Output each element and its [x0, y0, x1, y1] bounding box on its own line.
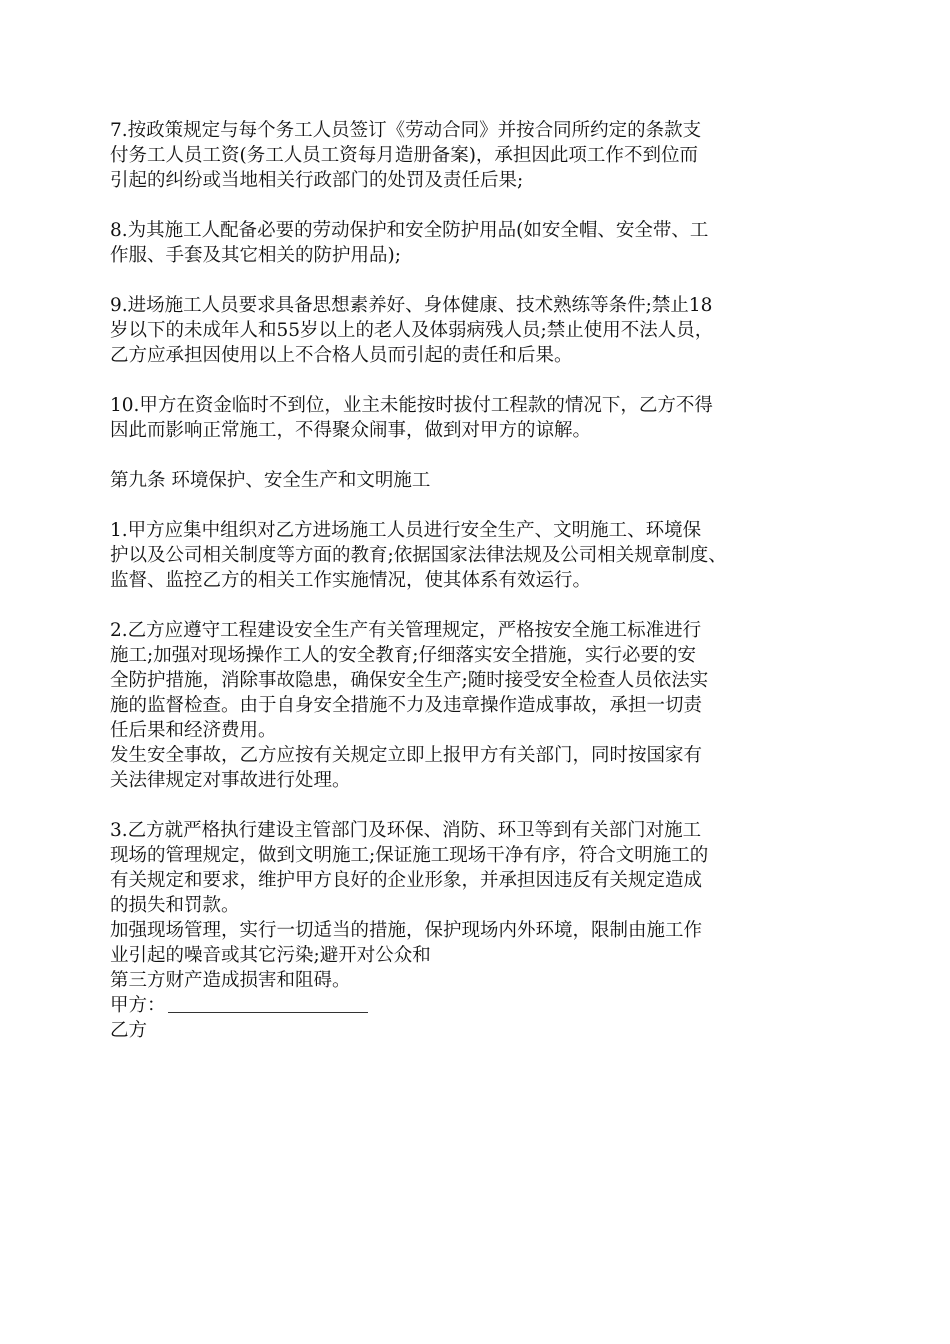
text-line: 施的监督检查。由于自身安全措施不力及违章操作造成事故，承担一切责: [110, 695, 703, 716]
text-line: 业引起的噪音或其它污染;避开对公众和: [110, 945, 431, 966]
clause-9: [110, 293, 842, 368]
text-line: 10.甲方在资金临时不到位，业主未能按时拔付工程款的情况下，乙方不得: [110, 395, 713, 416]
section-clause-3: [110, 818, 842, 993]
text-line: 护以及公司相关制度等方面的教育;依据国家法律法规及公司相关规章制度、: [110, 545, 727, 566]
section-clause-1: [110, 518, 842, 593]
party-a-signature: [110, 993, 842, 1018]
text-line: 9.进场施工人员要求具备思想素养好、身体健康、技术熟练等条件;禁止18: [110, 295, 713, 316]
text-line: 第三方财产造成损害和阻碍。: [110, 970, 351, 991]
text-line: 2.乙方应遵守工程建设安全生产有关管理规定，严格按安全施工标准进行: [110, 620, 702, 641]
clause-8: [110, 218, 842, 268]
text-line: 作服、手套及其它相关的防护用品);: [110, 245, 401, 266]
party-a-label: 甲方：: [110, 995, 166, 1016]
section-heading: 第九条 环境保护、安全生产和文明施工: [110, 470, 431, 491]
text-line: 因此而影响正常施工，不得聚众闹事，做到对甲方的谅解。: [110, 420, 592, 441]
text-line: 乙方应承担因使用以上不合格人员而引起的责任和后果。: [110, 345, 573, 366]
text-line: 施工;加强对现场操作工人的安全教育;仔细落实安全措施，实行必要的安: [110, 645, 696, 666]
text-line: 3.乙方就严格执行建设主管部门及环保、消防、环卫等到有关部门对施工: [110, 820, 702, 841]
text-line: 加强现场管理，实行一切适当的措施，保护现场内外环境，限制由施工作: [110, 920, 703, 941]
text-line: 关法律规定对事故进行处理。: [110, 770, 351, 791]
party-b-signature: [110, 1018, 842, 1043]
party-a-signature-line: [168, 996, 368, 1013]
text-line: 7.按政策规定与每个务工人员签订《劳动合同》并按合同所约定的条款支: [110, 120, 702, 141]
text-line: 8.为其施工人配备必要的劳动保护和安全防护用品(如安全帽、安全带、工: [110, 220, 709, 241]
text-line: 有关规定和要求，维护甲方良好的企业形象，并承担因违反有关规定造成: [110, 870, 703, 891]
text-line: 现场的管理规定，做到文明施工;保证施工现场干净有序，符合文明施工的: [110, 845, 709, 866]
clause-10: [110, 393, 842, 443]
text-line: 全防护措施，消除事故隐患，确保安全生产;随时接受安全检查人员依法实: [110, 670, 709, 691]
section-clause-2: [110, 618, 842, 793]
text-line: 任后果和经济费用。: [110, 720, 277, 741]
contract-body: [110, 118, 842, 1043]
text-line: 付务工人员工资(务工人员工资每月造册备案)，承担因此项工作不到位而: [110, 145, 698, 166]
text-line: 发生安全事故，乙方应按有关规定立即上报甲方有关部门，同时按国家有: [110, 745, 703, 766]
text-line: 引起的纠纷或当地相关行政部门的处罚及责任后果;: [110, 170, 524, 191]
clause-7: [110, 118, 842, 193]
text-line: 监督、监控乙方的相关工作实施情况，使其体系有效运行。: [110, 570, 592, 591]
text-line: 的损失和罚款。: [110, 895, 240, 916]
text-line: 岁以下的未成年人和55岁以上的老人及体弱病残人员;禁止使用不法人员，: [110, 320, 714, 341]
text-line: 1.甲方应集中组织对乙方进场施工人员进行安全生产、文明施工、环境保: [110, 520, 702, 541]
party-b-label: 乙方: [110, 1020, 148, 1041]
